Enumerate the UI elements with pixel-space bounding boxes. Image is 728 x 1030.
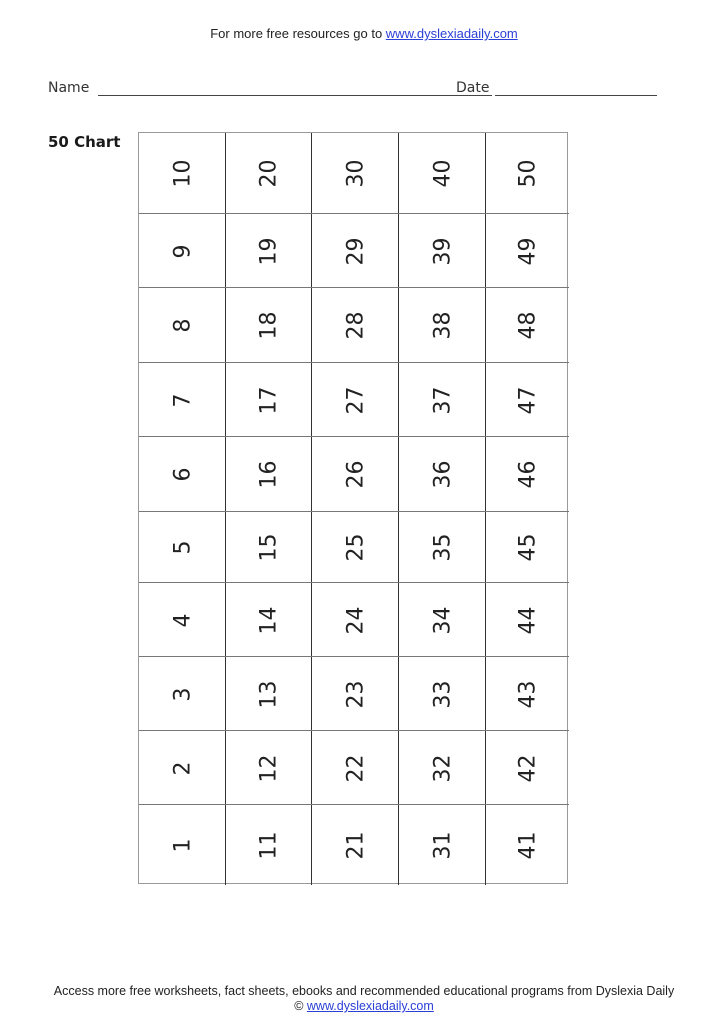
grid-row-divider bbox=[139, 213, 569, 214]
grid-number: 26 bbox=[343, 460, 368, 489]
grid-row-divider bbox=[139, 287, 569, 288]
grid-number: 1 bbox=[170, 838, 195, 852]
grid-cell bbox=[399, 512, 486, 583]
grid-number: 6 bbox=[170, 467, 195, 482]
grid-cell bbox=[226, 133, 312, 214]
chart-title: 50 Chart bbox=[48, 133, 121, 151]
grid-cell bbox=[139, 512, 226, 583]
grid-number: 7 bbox=[170, 393, 195, 407]
grid-number: 32 bbox=[430, 754, 455, 782]
grid-number: 46 bbox=[515, 460, 540, 489]
grid-number: 5 bbox=[170, 540, 195, 555]
grid-row-divider bbox=[139, 804, 569, 805]
footer-website-link[interactable]: www.dyslexiadaily.com bbox=[306, 999, 434, 1013]
grid-number: 33 bbox=[430, 680, 455, 708]
grid-number: 10 bbox=[170, 159, 195, 188]
grid-cell bbox=[312, 363, 399, 437]
grid-column-divider bbox=[398, 133, 399, 885]
grid-cell bbox=[226, 583, 312, 657]
grid-number: 36 bbox=[430, 460, 455, 489]
grid-cell bbox=[226, 437, 312, 512]
grid-number: 22 bbox=[343, 754, 368, 782]
grid-number: 50 bbox=[515, 159, 540, 188]
grid-number: 18 bbox=[256, 311, 282, 340]
grid-number: 39 bbox=[430, 237, 455, 265]
grid-cell bbox=[399, 133, 486, 214]
grid-row-divider bbox=[139, 511, 569, 512]
grid-number: 45 bbox=[515, 533, 540, 562]
top-note-text: For more free resources go to bbox=[210, 26, 386, 41]
grid-cell bbox=[312, 133, 399, 214]
grid-cell bbox=[399, 437, 486, 512]
grid-number: 25 bbox=[343, 533, 368, 562]
grid-column-divider bbox=[485, 133, 486, 885]
grid-cell bbox=[139, 583, 226, 657]
grid-row-divider bbox=[139, 362, 569, 363]
grid-number: 20 bbox=[256, 159, 282, 188]
grid-number: 43 bbox=[515, 680, 540, 708]
grid-number: 27 bbox=[343, 386, 368, 414]
grid-cell bbox=[312, 657, 399, 731]
date-label: Date bbox=[456, 80, 490, 96]
grid-cell bbox=[486, 731, 569, 805]
grid-cell bbox=[486, 214, 569, 288]
grid-number: 2 bbox=[170, 761, 195, 775]
grid-cell bbox=[139, 214, 226, 288]
grid-cell bbox=[399, 214, 486, 288]
grid-cell bbox=[486, 437, 569, 512]
footer-copyright-line bbox=[0, 999, 728, 1014]
grid-column-divider bbox=[225, 133, 226, 885]
grid-number: 37 bbox=[430, 386, 455, 414]
grid-cell bbox=[399, 657, 486, 731]
grid-number: 28 bbox=[343, 311, 368, 340]
grid-number: 15 bbox=[256, 533, 282, 562]
grid-cell bbox=[312, 437, 399, 512]
top-website-link[interactable]: www.dyslexiadaily.com bbox=[385, 26, 518, 41]
date-field[interactable] bbox=[495, 95, 657, 96]
grid-number: 13 bbox=[256, 680, 282, 708]
grid-cell bbox=[226, 657, 312, 731]
grid-number: 23 bbox=[343, 680, 368, 708]
grid-column-divider bbox=[311, 133, 312, 885]
grid-cell bbox=[226, 288, 312, 363]
grid-number: 42 bbox=[515, 754, 540, 782]
grid-number: 40 bbox=[430, 159, 455, 188]
grid-cell bbox=[399, 583, 486, 657]
grid-number: 48 bbox=[515, 311, 540, 340]
grid-number: 8 bbox=[170, 318, 195, 333]
grid-cell bbox=[486, 805, 569, 885]
grid-number: 9 bbox=[170, 244, 195, 258]
grid-number: 31 bbox=[430, 831, 455, 859]
grid-cell bbox=[226, 214, 312, 288]
grid-number: 34 bbox=[430, 606, 455, 634]
grid-cell bbox=[139, 437, 226, 512]
grid-number: 12 bbox=[256, 754, 282, 782]
grid-cell bbox=[312, 731, 399, 805]
grid-number: 38 bbox=[430, 311, 455, 340]
grid-cell bbox=[226, 512, 312, 583]
grid-number: 16 bbox=[256, 460, 282, 489]
grid-number: 17 bbox=[256, 386, 282, 414]
grid-cell bbox=[312, 512, 399, 583]
grid-cell bbox=[226, 363, 312, 437]
grid-row-divider bbox=[139, 436, 569, 437]
grid-cell bbox=[486, 583, 569, 657]
grid-number: 30 bbox=[343, 159, 368, 188]
grid-cell bbox=[139, 657, 226, 731]
grid-number: 49 bbox=[515, 237, 540, 265]
grid-row-divider bbox=[139, 730, 569, 731]
grid-cell bbox=[312, 288, 399, 363]
number-grid bbox=[138, 132, 568, 884]
grid-cell bbox=[399, 363, 486, 437]
grid-number: 47 bbox=[515, 386, 540, 414]
grid-cell bbox=[312, 805, 399, 885]
grid-cell bbox=[139, 133, 226, 214]
grid-cell bbox=[139, 288, 226, 363]
grid-cell bbox=[486, 363, 569, 437]
grid-cell bbox=[486, 512, 569, 583]
grid-row-divider bbox=[139, 582, 569, 583]
footer-text: Access more free worksheets, fact sheets, ebooks and recommended educational programs from Dyslexia Daily bbox=[53, 984, 675, 998]
grid-number: 41 bbox=[515, 831, 540, 859]
grid-number: 24 bbox=[343, 606, 368, 634]
grid-cell bbox=[312, 583, 399, 657]
grid-cell bbox=[226, 731, 312, 805]
top-resource-note bbox=[0, 26, 728, 41]
grid-cell bbox=[139, 731, 226, 805]
copyright-symbol: © bbox=[294, 999, 307, 1013]
grid-cell bbox=[486, 657, 569, 731]
grid-number: 21 bbox=[343, 831, 368, 859]
grid-cell bbox=[399, 805, 486, 885]
grid-cell bbox=[399, 731, 486, 805]
name-label: Name bbox=[48, 80, 90, 96]
grid-number: 29 bbox=[343, 237, 368, 265]
grid-number: 14 bbox=[256, 606, 282, 634]
grid-cell bbox=[226, 805, 312, 885]
grid-cell bbox=[486, 133, 569, 214]
grid-number: 44 bbox=[515, 606, 540, 634]
grid-row-divider bbox=[139, 656, 569, 657]
grid-cell bbox=[312, 214, 399, 288]
grid-number: 4 bbox=[170, 613, 195, 627]
grid-number: 19 bbox=[256, 237, 282, 265]
grid-cell bbox=[399, 288, 486, 363]
footer bbox=[0, 984, 728, 1014]
grid-number: 3 bbox=[170, 687, 195, 701]
grid-cell bbox=[139, 363, 226, 437]
grid-cell bbox=[486, 288, 569, 363]
grid-number: 35 bbox=[430, 533, 455, 562]
name-field[interactable] bbox=[98, 95, 492, 96]
grid-number: 11 bbox=[256, 831, 282, 859]
grid-cell bbox=[139, 805, 226, 885]
